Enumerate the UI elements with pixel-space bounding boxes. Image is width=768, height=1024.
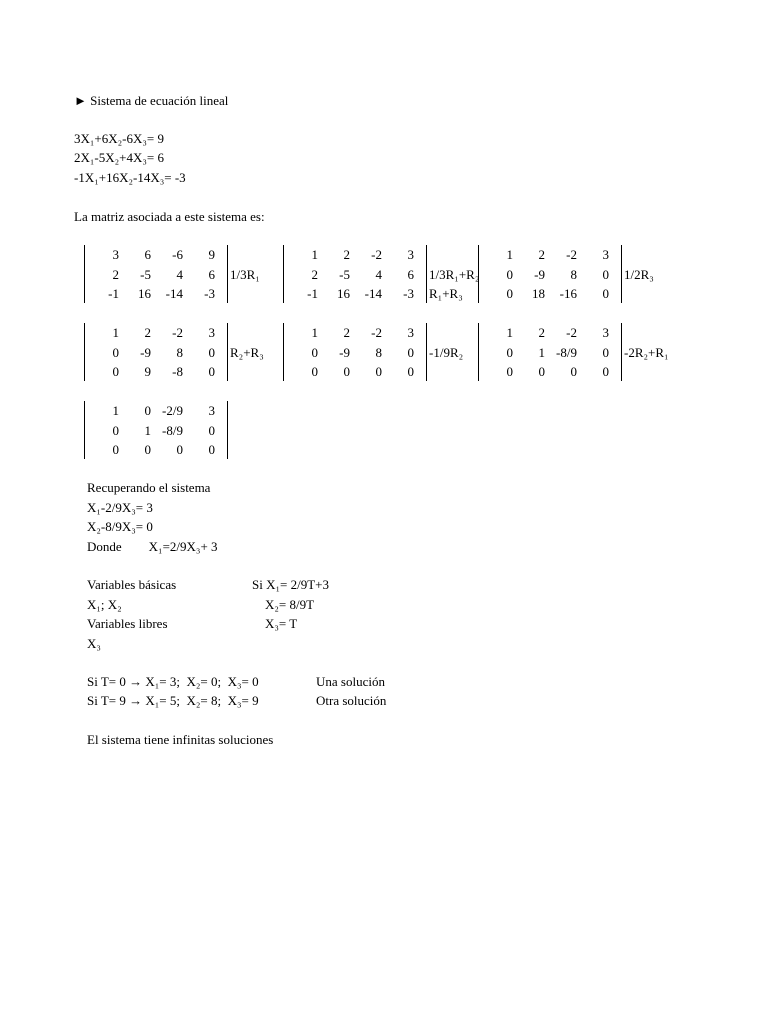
- param-solution-1: Si X₁= 2/9T+3: [252, 577, 329, 592]
- matrix-cell: 2: [538, 325, 545, 340]
- example-1-text: Si T= 0 → X₁= 3; X₂= 0; X₃= 0: [87, 674, 259, 689]
- conclusion: El sistema tiene infinitas soluciones: [87, 732, 274, 747]
- matrix-row: [85, 323, 221, 343]
- augmented-matrix: [283, 245, 427, 303]
- matrix-cell: 0: [208, 442, 215, 457]
- matrix-cell: -8/9: [556, 344, 577, 360]
- matrix-cell: 1: [506, 325, 513, 340]
- matrix-cell: 16: [337, 286, 350, 301]
- matrix-cell: -1: [307, 286, 318, 301]
- recover-block: [87, 478, 218, 556]
- matrix-row: [284, 284, 420, 304]
- matrix-row: [85, 362, 221, 382]
- augmented-matrix: [84, 323, 228, 381]
- matrix-row: [284, 265, 420, 285]
- example-2-text: Si T= 9 → X₁= 5; X₂= 8; X₃= 9: [87, 693, 259, 708]
- matrix-cell: 3: [208, 403, 215, 418]
- matrix-cell: 0: [407, 344, 414, 360]
- matrix-cell: 0: [602, 286, 609, 301]
- param-solution-3: X₃= T: [265, 616, 298, 631]
- matrix-cell: -2: [371, 247, 382, 262]
- matrix-row: [284, 362, 420, 382]
- matrix-row: [85, 265, 221, 285]
- augmented-matrix: [478, 245, 622, 303]
- matrix-cell: 2: [538, 247, 545, 262]
- matrix-intro: La matriz asociada a este sistema es:: [74, 209, 265, 224]
- matrix-cell: -3: [204, 286, 215, 301]
- matrix-cell: -5: [140, 266, 151, 282]
- matrix-cell: 0: [208, 344, 215, 360]
- matrix-cell: -2: [172, 325, 183, 340]
- matrix-row: [85, 440, 221, 460]
- matrix-cell: 0: [506, 266, 513, 282]
- matrix-row: [85, 245, 221, 265]
- matrix-row: [479, 362, 615, 382]
- matrix-cell: 0: [602, 364, 609, 379]
- matrix-cell: 0: [112, 344, 119, 360]
- matrix-cell: -14: [165, 286, 183, 301]
- matrix-row: [479, 284, 615, 304]
- section-title: [74, 91, 228, 111]
- row-operation: 1/3R₁+R₂: [429, 266, 480, 282]
- matrix-cell: 8: [176, 344, 183, 360]
- bullet-arrow-icon: ►: [74, 93, 87, 108]
- matrix-row: [85, 284, 221, 304]
- matrix-cell: 4: [176, 266, 183, 282]
- augmented-matrix: [84, 401, 228, 459]
- matrix-cell: 0: [311, 364, 318, 379]
- matrix-cell: -3: [403, 286, 414, 301]
- matrix-cell: 6: [144, 247, 151, 262]
- matrix-cell: 1: [112, 403, 119, 418]
- matrix-cell: 0: [506, 286, 513, 301]
- matrix-cell: 0: [570, 364, 577, 379]
- matrix-cell: 0: [208, 364, 215, 379]
- recover-heading: Recuperando el sistema: [87, 480, 211, 495]
- matrix-cell: 0: [602, 344, 609, 360]
- matrix-cell: 0: [112, 364, 119, 379]
- matrix-cell: 0: [208, 422, 215, 438]
- basic-variables-label: Variables básicas: [87, 577, 177, 592]
- matrix-cell: -2: [566, 247, 577, 262]
- matrix-cell: 16: [138, 286, 151, 301]
- matrix-cell: 18: [532, 286, 545, 301]
- matrix-cell: -2: [566, 325, 577, 340]
- matrix-cell: -9: [534, 266, 545, 282]
- matrix-cell: 8: [570, 266, 577, 282]
- matrix-cell: 1: [311, 325, 318, 340]
- matrix-row: [284, 323, 420, 343]
- example-1-note: Una solución: [316, 674, 385, 689]
- matrix-cell: -9: [339, 344, 350, 360]
- recover-eq-2: X₂-8/9X₃= 0: [87, 519, 153, 534]
- matrix-cell: 1: [112, 325, 119, 340]
- matrix-cell: 0: [506, 344, 513, 360]
- matrix-row: [85, 343, 221, 363]
- matrix-cell: 1: [506, 247, 513, 262]
- matrix-cell: 1: [311, 247, 318, 262]
- recover-eq-1: X₁-2/9X₃= 3: [87, 499, 153, 515]
- matrix-row: [479, 245, 615, 265]
- equation-1: 3X₁+6X₂-6X₃= 9: [74, 131, 165, 146]
- matrix-cell: 6: [407, 266, 414, 282]
- matrix-cell: 4: [375, 266, 382, 282]
- matrix-cell: 9: [144, 364, 151, 379]
- matrix-cell: 2: [343, 325, 350, 340]
- matrix-cell: 2: [311, 266, 318, 282]
- section-title-text: Sistema de ecuación lineal: [90, 93, 229, 108]
- equation-2: 2X₁-5X₂+4X₃= 6: [74, 150, 165, 165]
- matrix-cell: 0: [144, 442, 151, 457]
- matrix-cell: 3: [407, 247, 414, 262]
- matrix-cell: -5: [339, 266, 350, 282]
- matrix-cell: 3: [602, 247, 609, 262]
- augmented-matrix: [84, 245, 228, 303]
- free-variables-label: Variables libres: [87, 616, 168, 631]
- donde-expr: X₁=2/9X₃+ 3: [148, 538, 218, 554]
- matrix-cell: -16: [559, 286, 577, 301]
- row-operation: 1/2R₃: [624, 266, 654, 282]
- example-2-note: Otra solución: [316, 693, 387, 708]
- variables-block: [87, 575, 176, 653]
- matrix-cell: 2: [343, 247, 350, 262]
- matrix-cell: -9: [140, 344, 151, 360]
- matrix-cell: 3: [407, 325, 414, 340]
- augmented-matrix: [283, 323, 427, 381]
- equation-3: -1X₁+16X₂-14X₃= -3: [74, 170, 186, 185]
- matrix-cell: 1: [144, 422, 151, 438]
- matrix-cell: 0: [407, 364, 414, 379]
- matrix-row: [284, 245, 420, 265]
- matrix-cell: -8: [172, 364, 183, 379]
- matrix-cell: 0: [311, 344, 318, 360]
- matrix-cell: -8/9: [162, 422, 183, 438]
- matrix-cell: 3: [602, 325, 609, 340]
- matrix-row: [284, 343, 420, 363]
- matrix-cell: 3: [208, 325, 215, 340]
- matrix-cell: -14: [364, 286, 382, 301]
- matrix-cell: 3: [112, 247, 119, 262]
- matrix-cell: 0: [176, 442, 183, 457]
- free-variables-list: X₃: [87, 635, 101, 651]
- matrix-cell: -2: [371, 325, 382, 340]
- matrix-row: [85, 421, 221, 441]
- param-solution-2: X₂= 8/9T: [265, 597, 315, 612]
- matrix-row: [479, 265, 615, 285]
- matrix-cell: 0: [112, 442, 119, 457]
- matrix-cell: 0: [343, 364, 350, 379]
- row-operation: R₂+R₃: [230, 344, 264, 360]
- matrix-cell: -2/9: [162, 403, 183, 418]
- matrix-cell: 6: [208, 266, 215, 282]
- matrix-cell: 1: [538, 344, 545, 360]
- basic-variables-list: X₁; X₂: [87, 596, 122, 612]
- matrix-cell: 8: [375, 344, 382, 360]
- row-operation: 1/3R₁: [230, 266, 260, 282]
- matrix-cell: 9: [208, 247, 215, 262]
- row-operation: -1/9R₂: [429, 344, 464, 360]
- donde-label: Donde: [87, 538, 122, 554]
- matrix-cell: 2: [144, 325, 151, 340]
- matrix-row: [85, 401, 221, 421]
- row-operation: R₁+R₃: [429, 286, 463, 301]
- matrix-cell: -1: [108, 286, 119, 301]
- matrix-cell: 0: [506, 364, 513, 379]
- matrix-cell: 0: [112, 422, 119, 438]
- matrix-cell: 0: [375, 364, 382, 379]
- matrix-cell: 0: [602, 266, 609, 282]
- matrix-row: [479, 323, 615, 343]
- donde-line: [87, 537, 218, 557]
- augmented-matrix: [478, 323, 622, 381]
- matrix-cell: 0: [538, 364, 545, 379]
- matrix-cell: 2: [112, 266, 119, 282]
- matrix-row: [479, 343, 615, 363]
- row-operation: -2R₂+R₁: [624, 344, 669, 360]
- matrix-cell: -6: [172, 247, 183, 262]
- matrix-cell: 0: [144, 403, 151, 418]
